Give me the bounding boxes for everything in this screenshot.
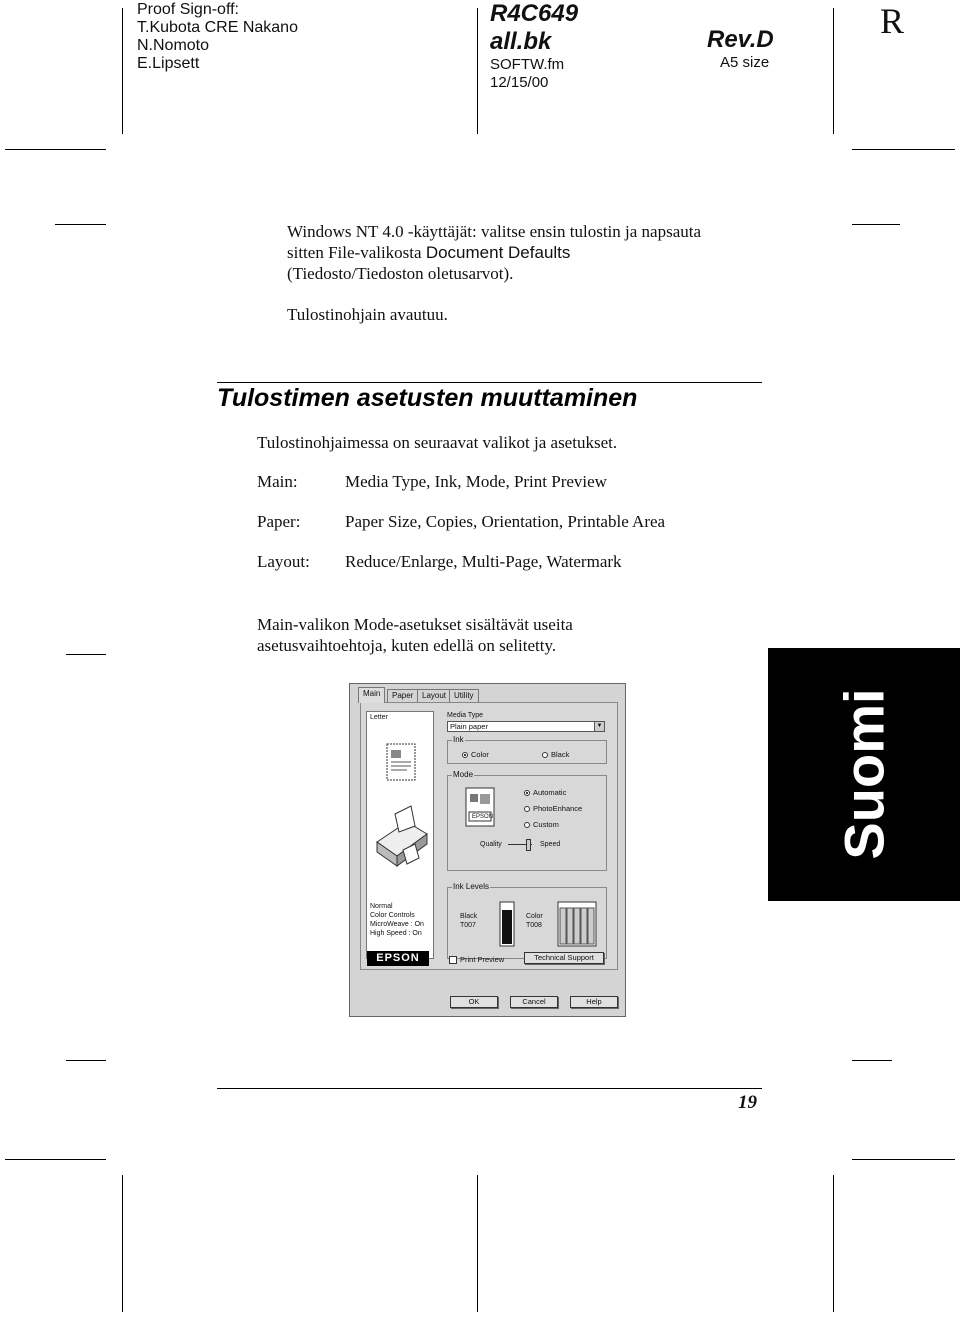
status-line: Color Controls (370, 912, 415, 919)
crop-line (833, 1175, 834, 1312)
cancel-button[interactable]: Cancel (510, 996, 558, 1008)
proof-line: N.Nomoto (137, 37, 210, 54)
help-button[interactable]: Help (570, 996, 618, 1008)
registration-mark: R (880, 1, 905, 41)
revision: Rev.D (707, 26, 774, 53)
doc-code: R4C649 (490, 0, 579, 27)
mode-automatic-radio[interactable] (524, 788, 566, 797)
crop-line (55, 224, 106, 225)
menu-label: Paper: (257, 512, 301, 531)
proof-line: Proof Sign-off: (137, 1, 239, 18)
intro-paragraph (287, 221, 701, 284)
note-line: asetusvaihtoehtoja, kuten edellä on selitetty. (257, 636, 557, 655)
main-panel (360, 702, 618, 970)
status-list (370, 902, 424, 938)
print-preview-checkbox[interactable] (449, 955, 504, 964)
menu-settings: Paper Size, Copies, Orientation, Printable Area (345, 512, 666, 531)
mode-automatic-label: Automatic (533, 788, 567, 797)
page-size: A5 size (720, 54, 770, 71)
ink-levels-label: Ink Levels (453, 882, 490, 891)
color-ink-level-icon (556, 900, 600, 950)
preview-pane (366, 711, 434, 959)
menu-settings: Reduce/Enlarge, Multi-Page, Watermark (345, 552, 622, 571)
mode-group-label: Mode (453, 770, 474, 779)
language-tab-label: Suomi (832, 688, 896, 860)
slider-handle[interactable] (526, 839, 531, 851)
crop-line (852, 224, 900, 225)
quality-label: Quality (480, 841, 502, 848)
intro-line: Windows NT 4.0 -käyttäjät: valitse ensin tulostin ja napsauta (287, 222, 702, 241)
mode-note (257, 614, 573, 656)
technical-support-button[interactable]: Technical Support (524, 952, 604, 964)
tab-main[interactable]: Main (358, 687, 385, 703)
proof-line: E.Lipsett (137, 55, 200, 72)
crop-line (5, 149, 106, 150)
radio-icon (524, 822, 530, 828)
menu-label: Layout: (257, 552, 310, 571)
checkbox-icon (449, 956, 457, 964)
status-line: High Speed : On (370, 930, 422, 937)
mode-group (447, 770, 607, 871)
ink-black-label: Black (551, 750, 570, 759)
status-line: Normal (370, 903, 393, 910)
tab-layout[interactable]: Layout (417, 689, 451, 702)
doc-date: 12/15/00 (490, 74, 549, 91)
tab-utility[interactable]: Utility (449, 689, 479, 702)
page-preview-icon (367, 722, 433, 882)
menu-command: Document Defaults (425, 243, 571, 262)
radio-selected-icon (524, 790, 530, 796)
language-tab (768, 648, 960, 901)
mode-photoenhance-label: PhotoEnhance (533, 804, 583, 813)
ink-black-radio[interactable] (542, 750, 569, 759)
crop-line (122, 8, 123, 134)
mode-custom-radio[interactable] (524, 820, 559, 829)
black-code: T007 (460, 922, 476, 929)
section-lead: Tulostinohjaimessa on seuraavat valikot ja asetukset. (257, 433, 618, 452)
ink-group-label: Ink (453, 735, 464, 744)
crop-line (122, 1175, 123, 1312)
mode-epson-card: EPSON (472, 814, 494, 820)
crop-line (852, 149, 955, 150)
section-heading: Tulostimen asetusten muuttaminen (217, 384, 638, 412)
black-label: Black (460, 913, 478, 920)
doc-id-block (490, 0, 578, 92)
speed-label: Speed (540, 841, 561, 848)
mode-document-icon (458, 786, 498, 830)
note-line: Main-valikon Mode-asetukset sisältävät useita (257, 615, 573, 634)
crop-line (5, 1159, 106, 1160)
mode-photoenhance-radio[interactable] (524, 804, 582, 813)
chevron-down-icon[interactable]: ▼ (594, 722, 604, 731)
intro-line (287, 242, 701, 263)
page-number: 19 (738, 1092, 757, 1113)
epson-logo: EPSON (367, 951, 429, 966)
proof-line: T.Kubota CRE Nakano (137, 19, 298, 36)
mode-custom-label: Custom (533, 820, 559, 829)
crop-line (833, 8, 834, 134)
crop-line (66, 1060, 106, 1061)
black-ink-level-icon (498, 900, 518, 950)
ok-button[interactable]: OK (450, 996, 498, 1008)
footer-rule (217, 1088, 762, 1089)
radio-icon (524, 806, 530, 812)
printer-driver-dialog (349, 683, 626, 1017)
crop-line (66, 654, 106, 655)
file-name: SOFTW.fm (490, 56, 565, 73)
intro-text: sitten File-valikosta (287, 243, 426, 262)
black-cartridge-label (460, 912, 477, 930)
intro-line: (Tiedosto/Tiedoston oletusarvot). (287, 264, 514, 283)
print-preview-label: Print Preview (460, 955, 505, 964)
color-cartridge-label (526, 912, 543, 930)
paper-size-label: Letter (370, 714, 388, 721)
crop-line (852, 1159, 955, 1160)
ink-color-label: Color (471, 750, 489, 759)
crop-line (477, 8, 478, 134)
ink-color-radio[interactable] (462, 750, 489, 759)
driver-opens-text: Tulostinohjain avautuu. (287, 305, 448, 324)
proof-signoff-block (137, 1, 298, 73)
menu-label: Main: (257, 472, 298, 491)
ink-group (447, 735, 607, 764)
crop-line (852, 1060, 892, 1061)
tab-paper[interactable]: Paper (387, 689, 418, 702)
book-name: all.bk (490, 28, 552, 55)
radio-icon (542, 752, 548, 758)
media-type-value: Plain paper (450, 722, 488, 731)
color-label: Color (526, 913, 543, 920)
color-code: T008 (526, 922, 542, 929)
radio-selected-icon (462, 752, 468, 758)
ink-levels-group (447, 882, 607, 959)
heading-rule (217, 382, 762, 383)
status-line: MicroWeave : On (370, 921, 424, 928)
media-type-select[interactable] (447, 721, 605, 732)
crop-line (477, 1175, 478, 1312)
media-type-label: Media Type (447, 712, 484, 719)
menu-settings: Media Type, Ink, Mode, Print Preview (345, 472, 607, 491)
